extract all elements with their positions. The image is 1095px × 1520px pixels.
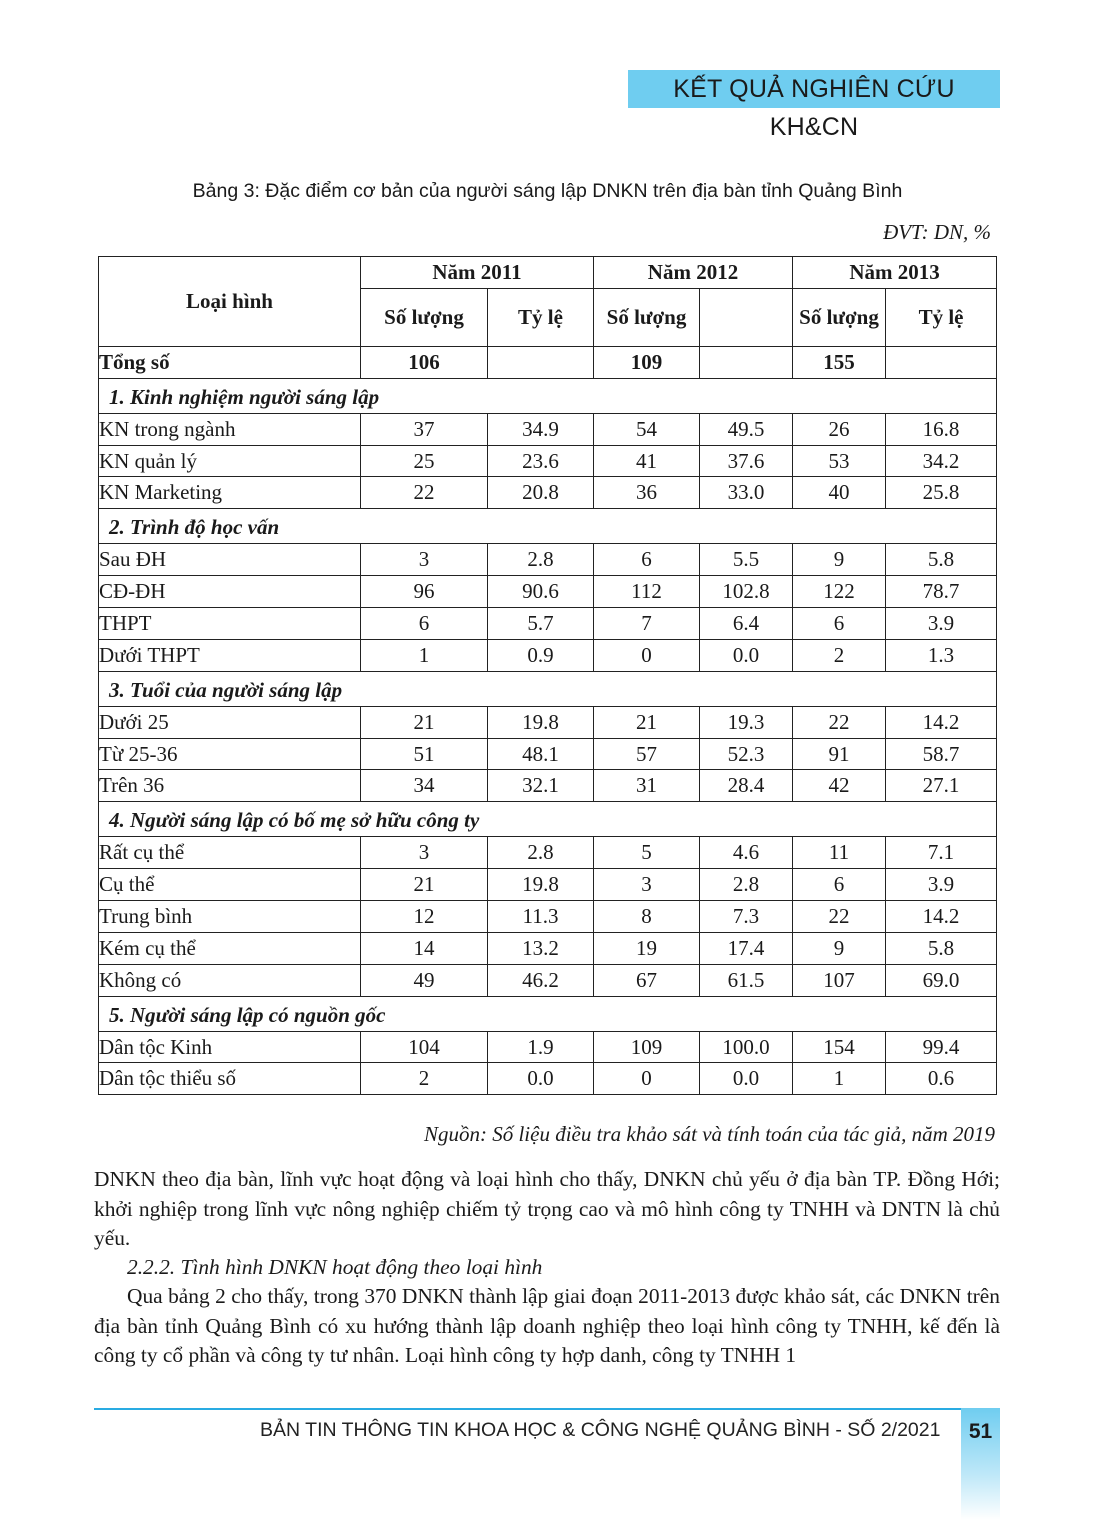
section-row [99, 802, 997, 837]
cell-value: 61.5 [700, 964, 793, 996]
cell-value: 22 [793, 706, 886, 738]
cell-value: 54 [594, 413, 700, 445]
section-heading [94, 1253, 1000, 1283]
cell-value: 0 [594, 639, 700, 671]
cell-value [886, 346, 997, 378]
cell-value: 19.3 [700, 706, 793, 738]
cell-value: 9 [793, 932, 886, 964]
cell-value: 14.2 [886, 706, 997, 738]
paragraph-text: Qua bảng 2 cho thấy, trong 370 DNKN thành lập giai đoạn 2011-2013 được khảo sát, các DNKN trên địa bàn tỉnh Quảng Bình có xu hướng thành lập doanh nghiệp theo loại hình công ty TNHH, kế đến là công ty cổ phần và công ty tư nhân. Loại hình công ty hợp danh, công ty TNHH 1 [94, 1284, 1000, 1367]
cell-value: 0.6 [886, 1063, 997, 1095]
cell-value: 6.4 [700, 608, 793, 640]
cell-value: 31 [594, 770, 700, 802]
cell-value: 69.0 [886, 964, 997, 996]
section-row [99, 378, 997, 413]
cell-value: 154 [793, 1031, 886, 1063]
cell-value [700, 346, 793, 378]
cell-value: 2.8 [700, 869, 793, 901]
cell-value: 20.8 [488, 477, 594, 509]
cell-value: 53 [793, 445, 886, 477]
cell-value: 96 [361, 576, 488, 608]
sub-header-rate-2013: Tỷ lệ [886, 288, 997, 346]
table-body [99, 346, 997, 1094]
cell-value: 26 [793, 413, 886, 445]
body-paragraph-1 [94, 1165, 1000, 1254]
cell-value: 0 [594, 1063, 700, 1095]
cell-value: 91 [793, 738, 886, 770]
row-label: Dưới 25 [99, 706, 361, 738]
cell-value: 12 [361, 901, 488, 933]
cell-value: 11.3 [488, 901, 594, 933]
section-row [99, 509, 997, 544]
cell-value: 40 [793, 477, 886, 509]
heading-text: 2.2.2. Tình hình DNKN hoạt động theo loại hình [127, 1255, 543, 1279]
cell-value: 107 [793, 964, 886, 996]
table-caption: Bảng 3: Đặc điểm cơ bản của người sáng lập DNKN trên địa bàn tỉnh Quảng Bình [192, 180, 903, 202]
cell-value: 25.8 [886, 477, 997, 509]
cell-value: 1.3 [886, 639, 997, 671]
cell-value: 49 [361, 964, 488, 996]
cell-value: 34 [361, 770, 488, 802]
cell-value: 5.8 [886, 544, 997, 576]
cell-value: 100.0 [700, 1031, 793, 1063]
col-header-year-2011: Năm 2011 [361, 257, 594, 289]
table-row [99, 1031, 997, 1063]
table-row [99, 964, 997, 996]
table-row [99, 413, 997, 445]
section-row [99, 671, 997, 706]
row-label: Không có [99, 964, 361, 996]
cell-value: 34.2 [886, 445, 997, 477]
table-row [99, 608, 997, 640]
cell-value: 21 [361, 706, 488, 738]
cell-value: 0.9 [488, 639, 594, 671]
cell-value: 34.9 [488, 413, 594, 445]
cell-value: 3.9 [886, 869, 997, 901]
table-row [99, 576, 997, 608]
cell-value: 5.7 [488, 608, 594, 640]
cell-value: 5 [594, 837, 700, 869]
cell-value: 104 [361, 1031, 488, 1063]
cell-value: 6 [594, 544, 700, 576]
footer-publication: BẢN TIN THÔNG TIN KHOA HỌC & CÔNG NGHỆ QUẢNG BÌNH - SỐ 2/2021 [260, 1419, 941, 1441]
cell-value: 46.2 [488, 964, 594, 996]
page-number: 51 [968, 1420, 993, 1443]
cell-value: 37 [361, 413, 488, 445]
cell-value: 6 [793, 869, 886, 901]
cell-value: 58.7 [886, 738, 997, 770]
cell-value: 48.1 [488, 738, 594, 770]
cell-value: 57 [594, 738, 700, 770]
sub-header-rate-2012 [700, 288, 793, 346]
cell-value: 17.4 [700, 932, 793, 964]
cell-value: 99.4 [886, 1031, 997, 1063]
row-label: Từ 25-36 [99, 738, 361, 770]
cell-value: 2 [361, 1063, 488, 1095]
sub-header-count-2012: Số lượng [594, 288, 700, 346]
col-header-year-2013: Năm 2013 [793, 257, 997, 289]
cell-value: 67 [594, 964, 700, 996]
cell-value: 14 [361, 932, 488, 964]
row-label: THPT [99, 608, 361, 640]
cell-value: 1 [793, 1063, 886, 1095]
cell-value: 0.0 [700, 1063, 793, 1095]
section-title: 5. Người sáng lập có nguồn gốc [99, 996, 997, 1031]
table-row [99, 901, 997, 933]
cell-value: 106 [361, 346, 488, 378]
col-header-year-2012: Năm 2012 [594, 257, 793, 289]
cell-value: 7.3 [700, 901, 793, 933]
table-unit: ĐVT: DN, % [883, 220, 991, 244]
cell-value [488, 346, 594, 378]
cell-value: 109 [594, 346, 700, 378]
cell-value: 19.8 [488, 869, 594, 901]
cell-value: 3 [361, 837, 488, 869]
cell-value: 0.0 [700, 639, 793, 671]
row-label: Cụ thể [99, 869, 361, 901]
col-header-type: Loại hình [99, 257, 361, 347]
table-row [99, 837, 997, 869]
cell-value: 33.0 [700, 477, 793, 509]
cell-value: 3 [361, 544, 488, 576]
cell-value: 36 [594, 477, 700, 509]
table-row [99, 738, 997, 770]
cell-value: 21 [594, 706, 700, 738]
page-number-box [961, 1408, 1000, 1520]
row-label: Sau ĐH [99, 544, 361, 576]
cell-value: 7 [594, 608, 700, 640]
cell-value: 90.6 [488, 576, 594, 608]
table-row [99, 770, 997, 802]
row-label: Dân tộc thiểu số [99, 1063, 361, 1095]
row-label: KN quản lý [99, 445, 361, 477]
cell-value: 25 [361, 445, 488, 477]
table-row-total [99, 346, 997, 378]
table-row [99, 706, 997, 738]
sub-header-count-2013: Số lượng [793, 288, 886, 346]
cell-value: 155 [793, 346, 886, 378]
row-label: Kém cụ thể [99, 932, 361, 964]
cell-value: 9 [793, 544, 886, 576]
cell-value: 11 [793, 837, 886, 869]
paragraph-text: DNKN theo địa bàn, lĩnh vực hoạt động và loại hình cho thấy, DNKN chủ yếu ở địa bàn TP. Đồng Hới; khởi nghiệp trong lĩnh vực nông nghiệp chiếm tỷ trọng cao và mô hình công ty TNHH và DNTN là chủ yếu. [94, 1167, 1000, 1250]
cell-value: 27.1 [886, 770, 997, 802]
cell-value: 2.8 [488, 837, 594, 869]
cell-value: 102.8 [700, 576, 793, 608]
cell-value: 5.8 [886, 932, 997, 964]
cell-value: 112 [594, 576, 700, 608]
section-title: 4. Người sáng lập có bố mẹ sở hữu công ty [99, 802, 997, 837]
cell-value: 13.2 [488, 932, 594, 964]
section-title: 1. Kinh nghiệm người sáng lập [99, 378, 997, 413]
founder-characteristics-table [98, 256, 997, 1095]
cell-value: 37.6 [700, 445, 793, 477]
cell-value: 122 [793, 576, 886, 608]
cell-value: 3.9 [886, 608, 997, 640]
cell-value: 2 [793, 639, 886, 671]
table-source: Nguồn: Số liệu điều tra khảo sát và tính toán của tác giả, năm 2019 [423, 1122, 995, 1146]
table-row [99, 445, 997, 477]
row-label: Trên 36 [99, 770, 361, 802]
cell-value: 28.4 [700, 770, 793, 802]
cell-value: 5.5 [700, 544, 793, 576]
sub-header-rate-2011: Tỷ lệ [488, 288, 594, 346]
cell-value: 42 [793, 770, 886, 802]
cell-value: 52.3 [700, 738, 793, 770]
cell-value: 16.8 [886, 413, 997, 445]
cell-value: 2.8 [488, 544, 594, 576]
cell-value: 51 [361, 738, 488, 770]
body-paragraph-2 [94, 1282, 1000, 1371]
cell-value: 22 [793, 901, 886, 933]
cell-value: 41 [594, 445, 700, 477]
row-label: KN Marketing [99, 477, 361, 509]
cell-value: 7.1 [886, 837, 997, 869]
row-label: CĐ-ĐH [99, 576, 361, 608]
row-label: KN trong ngành [99, 413, 361, 445]
cell-value: 1 [361, 639, 488, 671]
section-header-tag: KẾT QUẢ NGHIÊN CỨU KH&CN [628, 70, 1000, 108]
cell-value: 1.9 [488, 1031, 594, 1063]
cell-value: 109 [594, 1031, 700, 1063]
table-row [99, 1063, 997, 1095]
table-row [99, 869, 997, 901]
cell-value: 21 [361, 869, 488, 901]
row-label: Rất cụ thể [99, 837, 361, 869]
row-label: Dưới THPT [99, 639, 361, 671]
cell-value: 32.1 [488, 770, 594, 802]
cell-value: 49.5 [700, 413, 793, 445]
footer-divider [94, 1408, 1000, 1410]
cell-value: 6 [361, 608, 488, 640]
row-label: Tổng số [99, 346, 361, 378]
cell-value: 22 [361, 477, 488, 509]
table-row [99, 932, 997, 964]
table-row [99, 639, 997, 671]
cell-value: 3 [594, 869, 700, 901]
cell-value: 19 [594, 932, 700, 964]
cell-value: 8 [594, 901, 700, 933]
cell-value: 78.7 [886, 576, 997, 608]
row-label: Trung bình [99, 901, 361, 933]
table-row [99, 477, 997, 509]
cell-value: 6 [793, 608, 886, 640]
row-label: Dân tộc Kinh [99, 1031, 361, 1063]
section-title: 2. Trình độ học vấn [99, 509, 997, 544]
cell-value: 23.6 [488, 445, 594, 477]
section-title: 3. Tuổi của người sáng lập [99, 671, 997, 706]
cell-value: 4.6 [700, 837, 793, 869]
table-row [99, 544, 997, 576]
cell-value: 19.8 [488, 706, 594, 738]
sub-header-count-2011: Số lượng [361, 288, 488, 346]
cell-value: 14.2 [886, 901, 997, 933]
cell-value: 0.0 [488, 1063, 594, 1095]
section-row [99, 996, 997, 1031]
